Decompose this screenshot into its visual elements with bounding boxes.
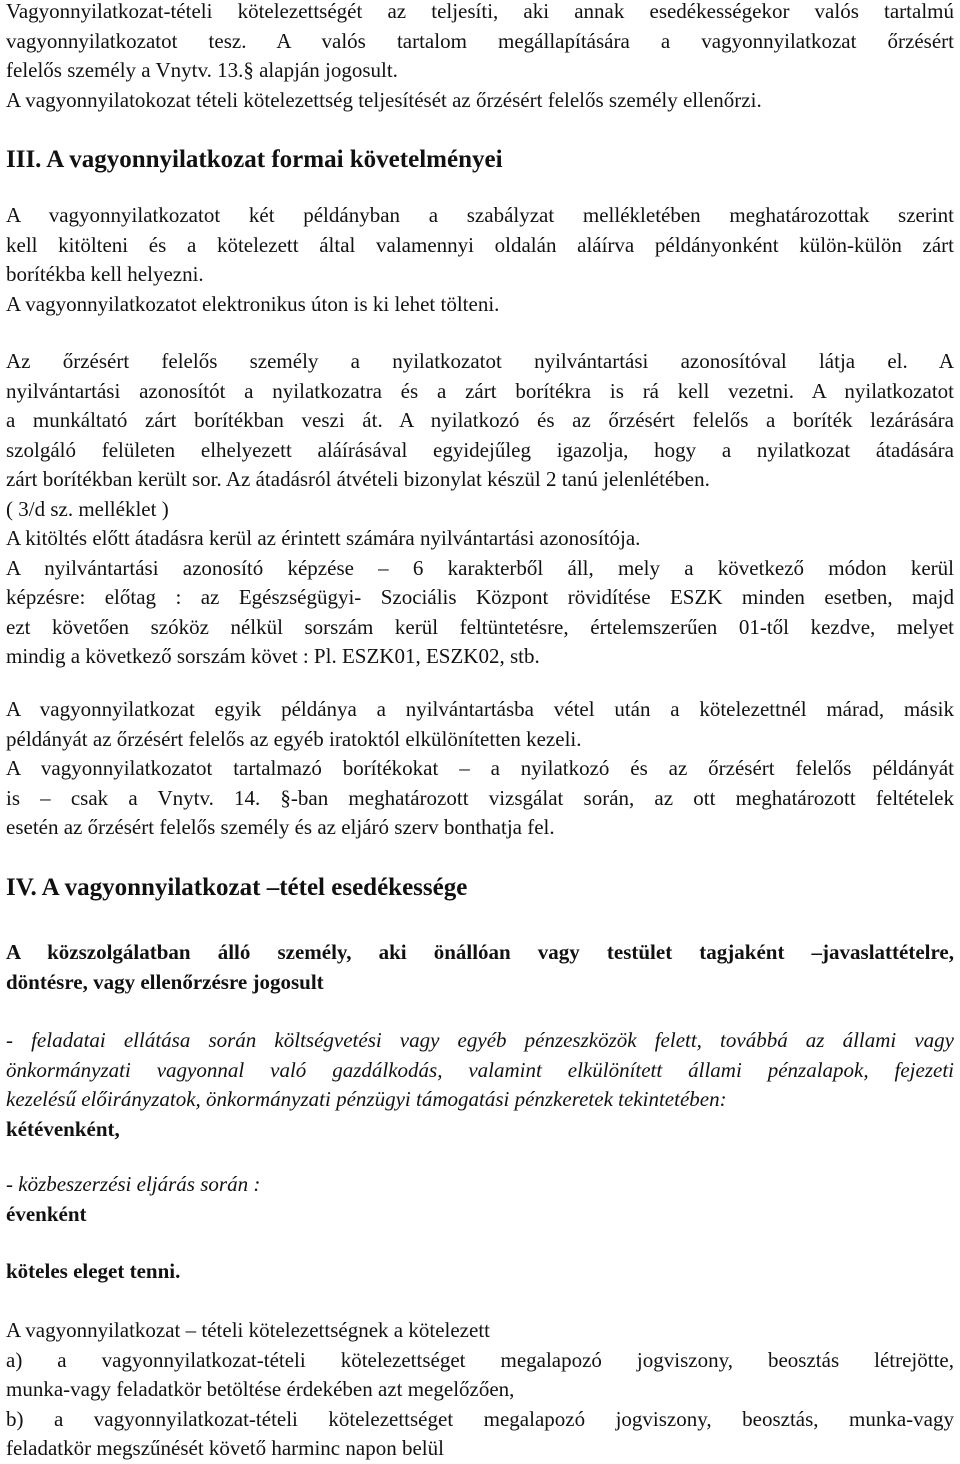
section4-bold-intro (6, 938, 954, 997)
text-line: felelős személy a Vnytv. 13.§ alapján jogosult. (6, 58, 398, 82)
text-line: - közbeszerzési eljárás során : (6, 1172, 261, 1196)
text-line: Vagyonnyilatkozat-tételi kötelezettségét az teljesíti, aki annak esedékességekor valós tartalmú (6, 0, 954, 23)
text-line: szolgáló felületen elhelyezett aláírásával egyidejűleg igazolja, hogy a nyilatkozat átadására (6, 437, 954, 462)
text-line: A közszolgálatban álló személy, aki önállóan vagy testület tagjaként –javaslattételre, (6, 940, 954, 964)
text-line: A nyilvántartási azonosító képzése – 6 karakterből áll, mely a következő módon kerül (6, 555, 954, 580)
text-line: nyilvántartási azonosítót a nyilatkozatra és a zárt borítékra is rá kell vezetni. A nyilatkozatot (6, 378, 954, 403)
text-line: döntésre, vagy ellenőrzésre jogosult (6, 969, 324, 994)
text-line: kell kitölteni és a kötelezett által valamennyi oldalán aláírva példányonként külön-külön zárt (6, 232, 954, 257)
text-line: Az őrzésért felelős személy a nyilatkozatot nyilvántartási azonosítóval látja el. A (6, 349, 954, 373)
text-line: A vagyonnyilatkozatot tartalmazó borítékokat – a nyilatkozó és az őrzésért felelős példányát (6, 756, 954, 780)
obligation-text: köteles eleget tenni. (6, 1259, 181, 1283)
section4-procurement (6, 1170, 954, 1229)
section-heading-3: III. A vagyonnyilatkozat formai követelményei (6, 146, 503, 173)
annex-reference: ( 3/d sz. melléklet ) (6, 496, 169, 521)
section4-items (6, 1316, 954, 1464)
text-line: ezt követően szóköz nélkül sorszám kerül feltüntetésre, értelemszerűen 01-től kezdve, melyet (6, 614, 954, 639)
text-line: A vagyonnyilatkozat – tételi kötelezettségnek a kötelezett (6, 1318, 490, 1342)
text-line: a munkáltató zárt borítékban veszi át. A nyilatkozó és az őrzésért felelős a boríték lezárására (6, 408, 954, 432)
text-line: borítékba kell helyezni. (6, 262, 204, 286)
text-line: kezelésű előirányzatok, önkormányzati pénzügyi támogatási pénzkeretek tekintetében: (6, 1087, 727, 1111)
text-line: példányát az őrzésért felelős az egyéb iratoktól elkülönítetten kezeli. (6, 726, 582, 751)
text-line: képzésre: előtag : az Egészségügyi- Szociális Központ rövidítése ESZK minden esetben, majd (6, 585, 954, 609)
intro-paragraph (6, 0, 954, 115)
text-line: mindig a következő sorszám követ : Pl. ESZK01, ESZK02, stb. (6, 644, 540, 668)
frequency-annual: évenként (6, 1201, 87, 1226)
text-line: A vagyonnyilatkozatot két példányban a szabályzat mellékletében meghatározottak szerint (6, 203, 954, 227)
text-line: A kitöltés előtt átadásra kerül az érintett számára nyilvántartási azonosítója. (6, 526, 641, 550)
section3-para6 (6, 695, 954, 843)
text-line: vagyonnyilatkozatot tesz. A valós tartalom megállapítására a vagyonnyilatkozat őrzésért (6, 28, 954, 53)
text-line: - feladatai ellátása során költségvetési vagy egyéb pénzeszközök felett, továbbá az állami vagy (6, 1028, 954, 1052)
text-line: is – csak a Vnytv. 14. §-ban meghatározott vizsgálat során, az ott meghatározott feltételek (6, 785, 954, 810)
text-line: önkormányzati vagyonnal való gazdálkodás, valamint elkülönített állami pénzalapok, fejezeti (6, 1057, 954, 1082)
text-line: A vagyonnyilatkozatot elektronikus úton is ki lehet tölteni. (6, 291, 500, 316)
text-line: A vagyonnyilatkozat egyik példánya a nyilvántartásba vétel után a kötelezettnél márad, másik (6, 697, 954, 721)
text-line: munka-vagy feladatkör betöltése érdekében azt megelőzően, (6, 1377, 515, 1401)
text-line: A vagyonnyilatokozat tételi kötelezettség teljesítését az őrzésért felelős személy ellenőrzi. (6, 87, 762, 112)
section3-para1 (6, 201, 954, 319)
text-line: esetén az őrzésért felelős személy és az eljáró szerv bonthatja fel. (6, 815, 555, 839)
section3-para3 (6, 347, 954, 672)
list-item-b: b) a vagyonnyilatkozat-tételi kötelezettséget megalapozó jogviszony, beosztás, munka-vagy (6, 1406, 954, 1431)
section-heading-4: IV. A vagyonnyilatkozat –tétel esedékessége (6, 874, 468, 901)
text-line: feladatkör megszűnését követő harminc napon belül (6, 1436, 444, 1460)
section4-italic-para (6, 1026, 954, 1144)
text-line: zárt borítékban került sor. Az átadásról átvételi bizonylat készül 2 tanú jelenlétében. (6, 467, 710, 491)
frequency-biennial: kétévenként, (6, 1116, 120, 1141)
list-item-a: a) a vagyonnyilatkozat-tételi kötelezettséget megalapozó jogviszony, beosztás létrejötte, (6, 1347, 954, 1372)
